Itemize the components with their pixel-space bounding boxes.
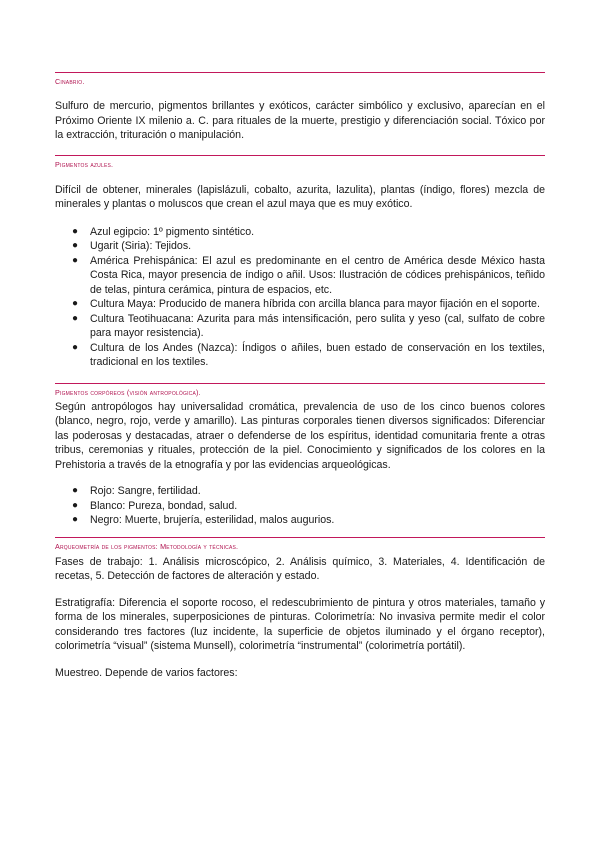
- list-item: [55, 225, 545, 240]
- document-content: [55, 72, 545, 680]
- bullet-icon: ●: [72, 254, 79, 266]
- bullet-icon: ●: [72, 225, 79, 237]
- bullet-icon: ●: [72, 240, 79, 251]
- list-item-text: Ugarit (Siria): Tejidos.: [90, 240, 192, 252]
- paragraph: Difícil de obtener, minerales (lapislázuli, cobalto, azurita, lazulita), plantas (índigo, flores) mezcla de minerales y plantas o moluscos que crean el azul maya que es muy exótico.: [55, 183, 545, 210]
- section-pigmentos-azules: [55, 155, 545, 370]
- paragraph: Estratigrafía: Diferencia el soporte rocoso, el redescubrimiento de pintura y otros materiales, tamaño y forma de los minerales, superposiciones de pinturas. Colorimetría: No invasiva permite medir el color considerando tres factores (luz incidente, la superficie de objetos iluminado y el órgano receptor), colorimetría “visual” (sistema Munsell), colorimetría “instrumental” (colorimetría portátil).: [55, 596, 545, 652]
- bullet-list: [55, 225, 545, 370]
- paragraph: Según antropólogos hay universalidad cromática, prevalencia de uso de los cinco buenos colores (blanco, negro, rojo, verde y amarillo). Las pinturas corporales tienen diversos significados: Diferenciar las poderosas y destacadas, atraer o defenderse de los espíritus, identidad comunitaria frente a otras tribus, ceremonias y rituales, protección de la piel. Conocimiento y significados de los colores en la Prehistoria a través de la etnografía y por las evidencias arqueológicas.: [55, 400, 545, 471]
- section-heading: Pigmentos azules.: [55, 159, 114, 169]
- bullet-icon: ●: [72, 514, 79, 525]
- list-item-text: Rojo: Sangre, fertilidad.: [90, 485, 201, 497]
- list-item: [55, 513, 545, 528]
- section-heading: Pigmentos corpóreos (visión antropológica).: [55, 387, 201, 397]
- list-item: [55, 297, 545, 312]
- section-pigmentos-corporeos: [55, 383, 545, 528]
- bullet-icon: ●: [72, 312, 79, 324]
- list-item: [55, 254, 545, 298]
- list-item-text: Cultura Teotihuacana: Azurita para más intensificación, pero sulita y yeso (cal, sulfato de cobre para mayor resistencia).: [90, 312, 545, 339]
- bullet-list: [55, 484, 545, 528]
- section-heading: Cinabrio.: [55, 77, 85, 86]
- section-divider: [55, 72, 545, 73]
- bullet-icon: ●: [72, 499, 79, 511]
- bullet-icon: ●: [72, 341, 79, 353]
- section-heading: Arqueometría de los pigmentos: Metodología y técnicas.: [55, 541, 239, 551]
- list-item: [55, 312, 545, 341]
- list-item: [55, 484, 545, 499]
- list-item-text: Negro: Muerte, brujería, esterilidad, malos augurios.: [90, 514, 335, 526]
- paragraph: Fases de trabajo: 1. Análisis microscópico, 2. Análisis químico, 3. Materiales, 4. Identificación de recetas, 5. Detección de factores de alteración y estado.: [55, 555, 545, 582]
- list-item-text: América Prehispánica: El azul es predominante en el centro de América desde México hasta Costa Rica, mayor presencia de índigo o añil. Usos: Ilustración de códices prehispánicos, teñido de telas, pintura cerámica, pintura de espacios, etc.: [90, 254, 545, 296]
- list-item-text: Blanco: Pureza, bondad, salud.: [90, 499, 238, 512]
- list-item-text: Cultura Maya: Producido de manera híbrida con arcilla blanca para mayor fijación en el soporte.: [90, 298, 540, 310]
- section-cinabrio: [55, 72, 545, 143]
- list-item-text: Azul egipcio: 1º pigmento sintético.: [90, 225, 255, 238]
- paragraph: Muestreo. Depende de varios factores:: [55, 666, 238, 679]
- paragraph: Sulfuro de mercurio, pigmentos brillantes y exóticos, carácter simbólico y exclusivo, aparecían en el Próximo Oriente IX milenio a. C. para rituales de la muerte, prestigio y diferenciación social. Tóxico por la extracción, trituración o manipulación.: [55, 100, 545, 141]
- section-divider: [55, 537, 545, 538]
- bullet-icon: ●: [72, 298, 79, 309]
- list-item: [55, 239, 545, 254]
- section-divider: [55, 383, 545, 384]
- list-item: [55, 499, 545, 514]
- section-arqueometria: [55, 537, 545, 681]
- list-item: [55, 341, 545, 370]
- section-divider: [55, 155, 545, 156]
- list-item-text: Cultura de los Andes (Nazca): Índigos o añiles, buen estado de conservación en los textiles, tradicional en los textiles.: [90, 341, 545, 368]
- bullet-icon: ●: [72, 485, 79, 496]
